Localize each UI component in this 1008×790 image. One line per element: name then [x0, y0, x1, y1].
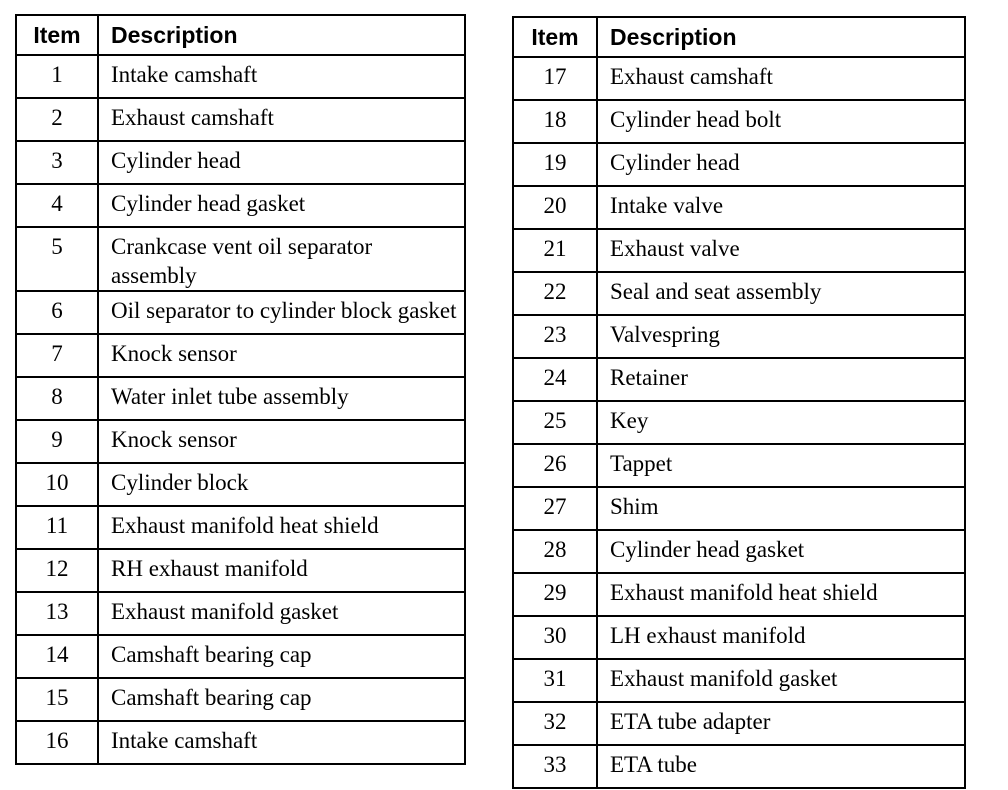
table-row — [16, 227, 465, 291]
table-row — [16, 291, 465, 334]
table-body — [513, 57, 965, 788]
table-row — [16, 377, 465, 420]
description-cell: Intake valve — [597, 186, 965, 229]
description-cell: Camshaft bearing cap — [98, 635, 465, 678]
table-row — [513, 487, 965, 530]
description-cell: ETA tube — [597, 745, 965, 788]
description-cell: Oil separator to cylinder block gasket — [98, 291, 465, 334]
description-cell: Intake camshaft — [98, 55, 465, 98]
item-number-cell: 20 — [513, 186, 597, 229]
item-number-cell: 14 — [16, 635, 98, 678]
item-number-cell: 15 — [16, 678, 98, 721]
parts-table-right — [512, 16, 966, 789]
item-number-cell: 13 — [16, 592, 98, 635]
description-cell: Shim — [597, 487, 965, 530]
item-number-cell: 12 — [16, 549, 98, 592]
description-cell: Knock sensor — [98, 420, 465, 463]
item-number-cell: 2 — [16, 98, 98, 141]
item-number-cell: 32 — [513, 702, 597, 745]
item-number-cell: 1 — [16, 55, 98, 98]
item-number-cell: 8 — [16, 377, 98, 420]
item-number-cell: 27 — [513, 487, 597, 530]
item-number-cell: 11 — [16, 506, 98, 549]
item-number-cell: 24 — [513, 358, 597, 401]
table-row — [16, 592, 465, 635]
table-row — [513, 401, 965, 444]
table-row — [513, 100, 965, 143]
description-cell: Cylinder block — [98, 463, 465, 506]
description-cell: Crankcase vent oil separator assembly — [98, 227, 465, 291]
table-row — [513, 702, 965, 745]
table-row — [513, 143, 965, 186]
table-row — [513, 745, 965, 788]
description-cell: Water inlet tube assembly — [98, 377, 465, 420]
table-row — [513, 272, 965, 315]
table-row — [513, 530, 965, 573]
description-cell: Exhaust manifold gasket — [98, 592, 465, 635]
table-row — [513, 229, 965, 272]
table-header-row — [513, 17, 965, 57]
description-cell: Exhaust manifold gasket — [597, 659, 965, 702]
table-row — [16, 55, 465, 98]
parts-table-left — [15, 14, 466, 765]
table-row — [513, 315, 965, 358]
description-cell: Cylinder head — [98, 141, 465, 184]
table-row — [16, 678, 465, 721]
item-number-cell: 19 — [513, 143, 597, 186]
item-number-cell: 29 — [513, 573, 597, 616]
table-row — [16, 141, 465, 184]
item-number-cell: 3 — [16, 141, 98, 184]
description-cell: Knock sensor — [98, 334, 465, 377]
item-number-cell: 30 — [513, 616, 597, 659]
table-row — [16, 635, 465, 678]
item-number-cell: 26 — [513, 444, 597, 487]
item-number-cell: 18 — [513, 100, 597, 143]
description-cell: ETA tube adapter — [597, 702, 965, 745]
description-cell: Key — [597, 401, 965, 444]
table-row — [16, 184, 465, 227]
table-header-row — [16, 15, 465, 55]
item-column-header: Item — [513, 17, 597, 57]
item-number-cell: 10 — [16, 463, 98, 506]
item-number-cell: 33 — [513, 745, 597, 788]
description-cell: Seal and seat assembly — [597, 272, 965, 315]
table-body — [16, 55, 465, 764]
description-cell: RH exhaust manifold — [98, 549, 465, 592]
table-row — [513, 573, 965, 616]
description-cell: Exhaust camshaft — [597, 57, 965, 100]
item-number-cell: 21 — [513, 229, 597, 272]
description-cell: Tappet — [597, 444, 965, 487]
item-number-cell: 23 — [513, 315, 597, 358]
description-cell: Camshaft bearing cap — [98, 678, 465, 721]
description-cell: Intake camshaft — [98, 721, 465, 764]
item-number-cell: 4 — [16, 184, 98, 227]
item-number-cell: 9 — [16, 420, 98, 463]
description-cell: Cylinder head — [597, 143, 965, 186]
item-number-cell: 5 — [16, 227, 98, 291]
description-column-header: Description — [98, 15, 465, 55]
table-row — [16, 721, 465, 764]
item-number-cell: 17 — [513, 57, 597, 100]
description-cell: Retainer — [597, 358, 965, 401]
table-row — [16, 463, 465, 506]
table-row — [513, 358, 965, 401]
description-column-header: Description — [597, 17, 965, 57]
description-cell: Valvespring — [597, 315, 965, 358]
description-cell: Cylinder head bolt — [597, 100, 965, 143]
description-cell: Cylinder head gasket — [597, 530, 965, 573]
item-number-cell: 22 — [513, 272, 597, 315]
table-row — [16, 506, 465, 549]
item-number-cell: 28 — [513, 530, 597, 573]
table-row — [513, 57, 965, 100]
description-cell: Exhaust valve — [597, 229, 965, 272]
table-row — [513, 444, 965, 487]
table-row — [16, 420, 465, 463]
description-cell: Exhaust manifold heat shield — [597, 573, 965, 616]
table-row — [513, 659, 965, 702]
item-number-cell: 6 — [16, 291, 98, 334]
table-row — [16, 549, 465, 592]
table-row — [513, 616, 965, 659]
description-cell: Exhaust manifold heat shield — [98, 506, 465, 549]
description-cell: Exhaust camshaft — [98, 98, 465, 141]
table-row — [16, 98, 465, 141]
description-cell: LH exhaust manifold — [597, 616, 965, 659]
item-number-cell: 7 — [16, 334, 98, 377]
table-row — [513, 186, 965, 229]
table-row — [16, 334, 465, 377]
description-cell: Cylinder head gasket — [98, 184, 465, 227]
item-number-cell: 16 — [16, 721, 98, 764]
item-column-header: Item — [16, 15, 98, 55]
item-number-cell: 31 — [513, 659, 597, 702]
item-number-cell: 25 — [513, 401, 597, 444]
